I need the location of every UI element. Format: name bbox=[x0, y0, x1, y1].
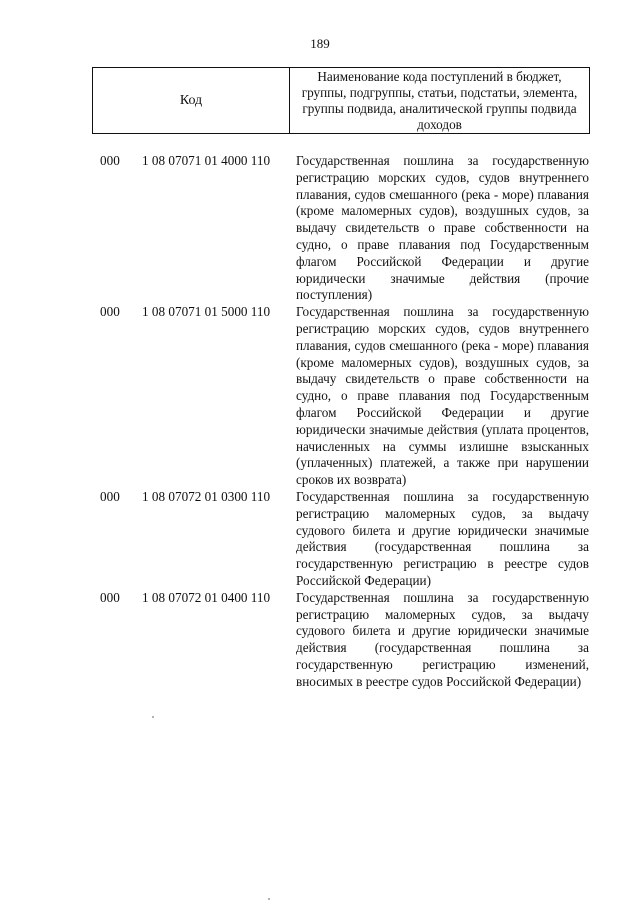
table-row bbox=[100, 590, 592, 691]
revenue-code: 1 08 07071 01 4000 110 bbox=[142, 153, 271, 168]
table-header bbox=[92, 67, 590, 134]
admin-code: 000 bbox=[100, 153, 120, 168]
admin-code: 000 bbox=[100, 304, 120, 320]
admin-code: 000 bbox=[100, 589, 120, 605]
table-row bbox=[100, 153, 592, 304]
table-row bbox=[100, 304, 592, 489]
header-code-cell: Код bbox=[93, 68, 290, 133]
revenue-code: 1 08 07072 01 0400 110 bbox=[142, 589, 271, 605]
scan-speck bbox=[268, 898, 270, 900]
revenue-code: 1 08 07071 01 5000 110 bbox=[142, 304, 271, 320]
revenue-code: 1 08 07072 01 0300 110 bbox=[142, 488, 271, 504]
page-number: 189 bbox=[310, 36, 330, 51]
revenue-name: Государственная пошлина за государственную регистрацию маломерных судов, за выдачу судового билета и другие юридически значимые действия (государственная пошлина за государственную регистрацию в реестре судов Российской Федерации) bbox=[296, 488, 589, 588]
table-body bbox=[100, 153, 592, 691]
admin-code: 000 bbox=[100, 488, 120, 504]
revenue-name: Государственная пошлина за государственную регистрацию морских судов, судов внутреннего плавания, судов смешанного (река - море) плавания (кроме маломерных судов), воздушных судов, за выдачу свидетельств о праве собственности на судно, о праве плавания под Государственным флагом Российской Федерации и другие юридически значимые действия (уплата процентов, начисленных на суммы излишне взысканных (уплаченных) платежей, а также при нарушении сроков их возврата) bbox=[296, 304, 589, 488]
revenue-name: Государственная пошлина за государственную регистрацию маломерных судов, за выдачу судового билета и другие юридически значимые действия (государственная пошлина за государственную регистрацию изменений, вносимых в реестре судов Российской Федерации) bbox=[296, 589, 589, 689]
table-row bbox=[100, 489, 592, 590]
scan-speck bbox=[152, 716, 154, 718]
revenue-name: Государственная пошлина за государственную регистрацию морских судов, судов внутреннего плавания, судов смешанного (река - море) плавания (кроме маломерных судов), воздушных судов, за выдачу свидетельств о праве собственности на судно, о праве плавания под Государственным флагом Российской Федерации и другие юридически значимые действия (прочие поступления) bbox=[296, 153, 589, 303]
header-name-cell: Наименование кода поступлений в бюджет, группы, подгруппы, статьи, подстатьи, элемента, группы подвида, аналитической группы подвида доходов bbox=[301, 68, 578, 132]
